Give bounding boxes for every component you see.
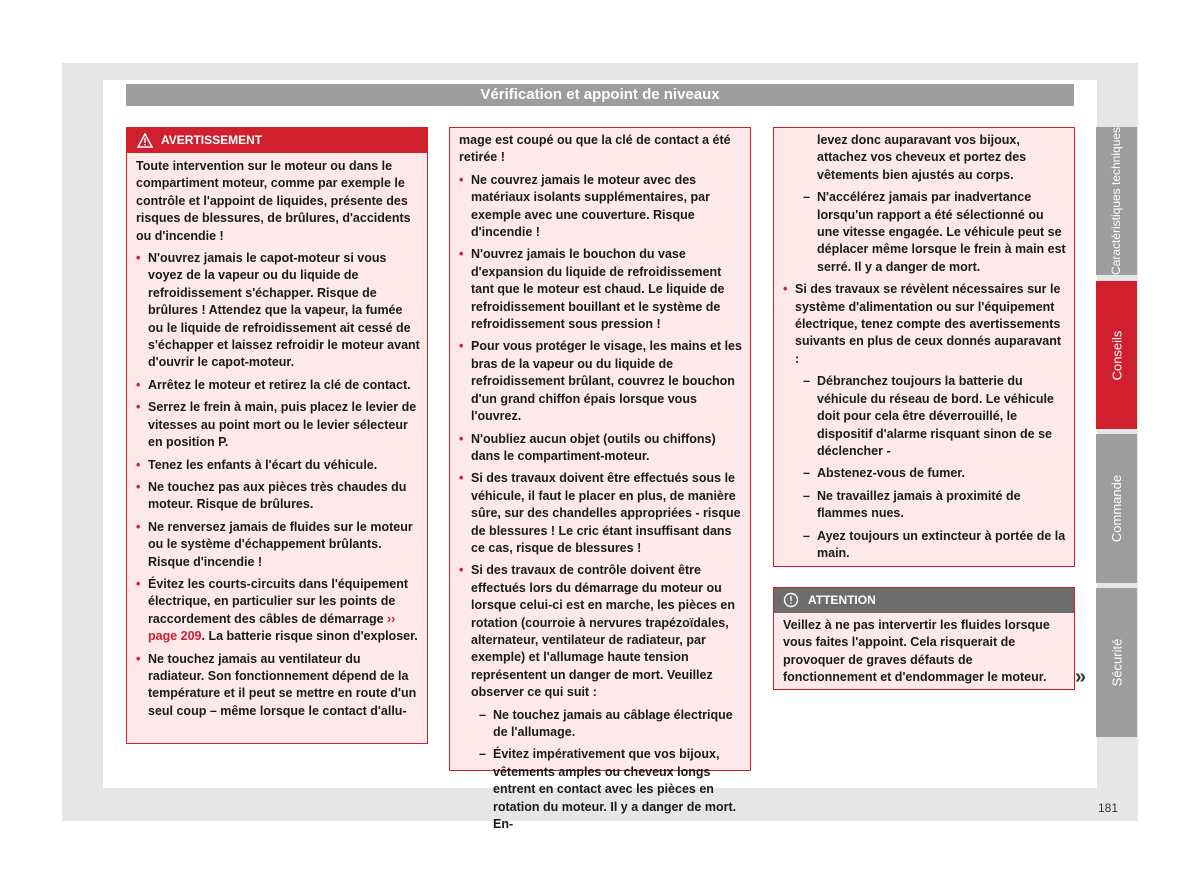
attention-label: ATTENTION [808, 593, 876, 607]
page-title: Vérification et appoint de niveaux [126, 84, 1074, 106]
tab-caracteristiques-techniques[interactable]: Caractéristiques techniques [1096, 127, 1137, 275]
warning-intro: Toute intervention sur le moteur ou dans le compartiment moteur, comme par exemple le contrôle et l'appoint de liquides, présente des risques de blessures, de brûlures, d'accidents ou d'incendie ! [136, 159, 411, 243]
warning-dash-item: – Abstenez-vous de fumer. [803, 466, 965, 481]
page-number: 181 [1098, 801, 1119, 815]
warning-dash-item: – Ayez toujours un extincteur à portée de la main. [803, 528, 1066, 560]
attention-text: Veillez à ne pas intervertir les fluides lorsque vous faites l'appoint. Cela risquerait de provoquer de graves défauts de fonctionnement et d'endommager le moteur. [783, 618, 1050, 685]
attention-header [774, 588, 1074, 613]
warning-triangle-icon [137, 132, 153, 157]
double-chevron-right-icon: » [1075, 666, 1087, 688]
warning-bullet: • N'oubliez aucun objet (outils ou chiffons) dans le compartiment-moteur. [459, 431, 716, 463]
tab-securite[interactable]: Sécurité [1096, 588, 1137, 737]
warning-bullet: • Ne touchez jamais au ventilateur du radiateur. Son fonctionnement dépend de la température et il peut se mettre en route d'un seul coup – même lorsque le contact d'allu- [136, 651, 417, 718]
warning-box-col2 [449, 127, 751, 832]
warning-bullet-short-circuit: • Évitez les courts-circuits dans l'équipement électrique, en particulier sur les points de raccordement des câbles de démarrage ›› page 209. La batterie risque sinon d'exploser. [136, 576, 418, 644]
warning-bullet: • Arrêtez le moteur et retirez la clé de contact. [136, 377, 411, 392]
warning-bullet: • Serrez le frein à main, puis placez le levier de vitesses au point mort ou le levier sélecteur en position P. [136, 400, 417, 450]
warning-col3-body [783, 132, 1067, 567]
attention-box [773, 587, 1075, 690]
warning-dash-item: – Débranchez toujours la batterie du véhicule du réseau de bord. Le véhicule doit pour cela être déverrouillé, le dispositif d'alarme risquant sinon de se déclencher - [803, 374, 1054, 458]
warning-dash-item: – Ne travaillez jamais à proximité de flammes nues. [803, 488, 1021, 521]
warning-dash-item: – N'accélérez jamais par inadvertance lorsqu'un rapport a été sélectionné ou une vitesse engagée. Le véhicule peut se déplacer même lorsque le frein à main est serré. Il y a danger de mort. [803, 190, 1066, 274]
warning-box-col1 [126, 127, 428, 744]
warning-bullet: • Ne touchez pas aux pièces très chaudes du moteur. Risque de brûlures. [136, 479, 407, 512]
warning-bullet: • Si des travaux de contrôle doivent être effectués lors du démarrage du moteur ou lorsque celui-ci est en marche, les pièces en rotation (courroie à nervures trapézoïdales, alternateur, ventilateur de radiateur, par exemple) et l'allumage haute tension représentent un danger de mort. Veuillez observer ce qui suit : [459, 563, 736, 700]
warning-col1-body [136, 158, 420, 725]
warning-continuation: mage est coupé ou que la clé de contact a été retirée ! [459, 133, 731, 165]
page-reference-link[interactable]: ›› page 209 [148, 611, 396, 644]
warning-bullet: • Tenez les enfants à l'écart du véhicule. [136, 457, 378, 472]
warning-continuation: levez donc auparavant vos bijoux, attachez vos cheveux et portez des vêtements bien ajustés au corps. [817, 133, 1027, 182]
warning-bullet: • N'ouvrez jamais le capot-moteur si vous voyez de la vapeur ou du liquide de refroidissement s'échapper. Risque de brûlures ! Attendez que la vapeur, la fumée ou le liquide de refroidissement ait cessé de s'échapper et laissez refroidir le moteur avant d'ouvrir le capot-moteur. [136, 251, 420, 370]
warning-dash-item: – Évitez impérativement que vos bijoux, vêtements amples ou cheveux longs entrent en contact avec les pièces en rotation du moteur. Il y a danger de mort. En- [479, 747, 737, 832]
warning-bullet: • Ne renversez jamais de fluides sur le moteur ou le système d'échappement brûlants. Risque d'incendie ! [136, 519, 413, 569]
warning-bullet: • Si des travaux doivent être effectués sous le véhicule, il faut le placer en plus, de manière sûre, sur des chandelles appropriées - risque de blessures ! Le cric étant insuffisant dans ce cas, risque de blessures ! [459, 471, 741, 555]
warning-label: AVERTISSEMENT [161, 133, 263, 147]
warning-header [127, 128, 427, 153]
warning-box-col3 [773, 127, 1075, 567]
warning-bullet: • Si des travaux se révèlent nécessaires sur le système d'alimentation ou sur l'équipement électrique, tenez compte des avertissements suivants en plus de ceux donnés auparavant : [783, 282, 1062, 366]
exclamation-circle-icon [783, 592, 799, 617]
warning-bullet: • Pour vous protéger le visage, les mains et les bras de la vapeur ou du liquide de refroidissement brûlant, couvrez le bouchon d'un grand chiffon épais lorsque vous l'ouvrez. [459, 339, 742, 424]
warning-bullet: • N'ouvrez jamais le bouchon du vase d'expansion du liquide de refroidissement tant que le moteur est chaud. Le liquide de refroidissement bouillant et le système de refroidissement sous pression ! [459, 247, 725, 332]
warning-dash-item: – Ne touchez jamais au câblage électrique de l'allumage. [479, 707, 733, 739]
tab-conseils[interactable]: Conseils [1096, 281, 1137, 429]
warning-bullet: • Ne couvrez jamais le moteur avec des matériaux isolants supplémentaires, par exemple avec une couverture. Risque d'incendie ! [459, 172, 710, 240]
warning-col2-body [459, 132, 743, 838]
tab-commande[interactable]: Commande [1096, 434, 1137, 583]
